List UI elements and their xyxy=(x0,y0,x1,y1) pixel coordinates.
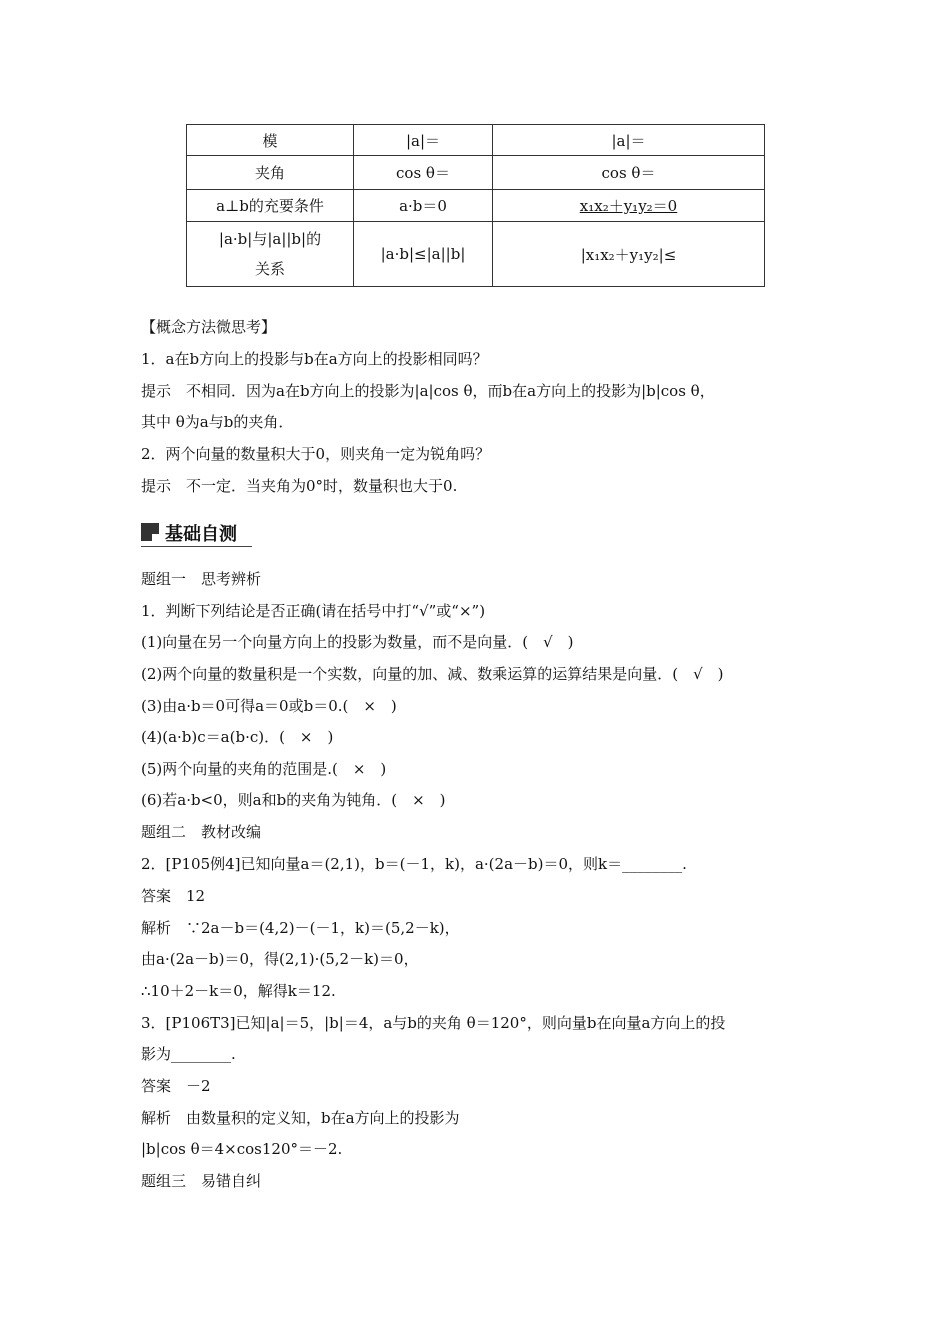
answer-2: 答案 12 xyxy=(141,887,206,905)
question-2: 2．[P105例4]已知向量a＝(2,1)，b＝(－1，k)，a·(2a－b)＝0，则k＝________. xyxy=(141,855,687,873)
table-row xyxy=(187,125,765,156)
table-cell: cos θ＝ xyxy=(354,156,493,190)
concept-title: 【概念方法微思考】 xyxy=(141,318,277,336)
group-1-title: 题组一 思考辨析 xyxy=(141,570,262,588)
question-3-cont: 影为________. xyxy=(141,1045,236,1063)
group-2-title: 题组二 教材改编 xyxy=(141,823,262,841)
cell-line: |a·b|与|a||b|的 xyxy=(218,230,322,248)
judgement-item: (1)向量在另一个向量方向上的投影为数量，而不是向量．( √ ) xyxy=(141,633,574,651)
table-cell: x₁x₂＋y₁y₂＝0 xyxy=(493,190,765,222)
question-3: 3．[P106T3]已知|a|＝5，|b|＝4，a与b的夹角 θ＝120°，则向量b在向量a方向上的投 xyxy=(141,1014,726,1032)
group-3-title: 题组三 易错自纠 xyxy=(141,1172,262,1190)
table-cell: cos θ＝ xyxy=(493,156,765,190)
table-cell: 模 xyxy=(187,125,354,156)
heading-square-icon xyxy=(141,523,159,541)
table-cell xyxy=(187,222,354,287)
concept-answer-1: 提示 不相同．因为a在b方向上的投影为|a|cos θ，而b在a方向上的投影为|b|cos θ， xyxy=(141,382,715,400)
section-title: 基础自测 xyxy=(165,524,237,545)
table-cell: a·b＝0 xyxy=(354,190,493,222)
judgement-item: (2)两个向量的数量积是一个实数，向量的加、减、数乘运算的运算结果是向量．( √ ) xyxy=(141,665,724,683)
solution-line: 由a·(2a－b)＝0，得(2,1)·(5,2－k)＝0， xyxy=(141,950,419,968)
heading-underline xyxy=(141,546,252,547)
judgement-item: (6)若a·b<0，则a和b的夹角为钝角．( × ) xyxy=(141,791,446,809)
table-row xyxy=(187,190,765,222)
section-heading xyxy=(141,519,252,547)
table-cell: |x₁x₂＋y₁y₂|≤ xyxy=(493,222,765,287)
solution-line: 解析 ∵2a－b＝(4,2)－(－1，k)＝(5,2－k)， xyxy=(141,919,460,937)
formula-table xyxy=(186,124,765,287)
table-cell: |a|＝ xyxy=(354,125,493,156)
solution-line: 解析 由数量积的定义知，b在a方向上的投影为 xyxy=(141,1109,460,1127)
solution-line: |b|cos θ＝4×cos120°＝－2. xyxy=(141,1140,343,1158)
table-row xyxy=(187,222,765,287)
concept-answer-1-cont: 其中 θ为a与b的夹角． xyxy=(141,413,294,431)
table-row xyxy=(187,156,765,190)
table-cell: 夹角 xyxy=(187,156,354,190)
concept-question-1: 1．a在b方向上的投影与b在a方向上的投影相同吗？ xyxy=(141,350,488,368)
judgement-item: (4)(a·b)c＝a(b·c)．( × ) xyxy=(141,728,334,746)
judgement-item: (3)由a·b＝0可得a＝0或b＝0.( × ) xyxy=(141,697,397,715)
table-cell: |a|＝ xyxy=(493,125,765,156)
answer-3: 答案 －2 xyxy=(141,1077,211,1095)
table-cell: a⊥b的充要条件 xyxy=(187,190,354,222)
concept-answer-2: 提示 不一定．当夹角为0°时，数量积也大于0. xyxy=(141,477,458,495)
solution-line: ∴10＋2－k＝0，解得k＝12. xyxy=(141,982,336,1000)
judgement-item: (5)两个向量的夹角的范围是.( × ) xyxy=(141,760,387,778)
cell-line: 关系 xyxy=(254,260,285,278)
question-1: 1．判断下列结论是否正确(请在括号中打“√”或“×”) xyxy=(141,602,486,620)
concept-question-2: 2．两个向量的数量积大于0，则夹角一定为锐角吗？ xyxy=(141,445,491,463)
table-cell: |a·b|≤|a||b| xyxy=(354,222,493,287)
